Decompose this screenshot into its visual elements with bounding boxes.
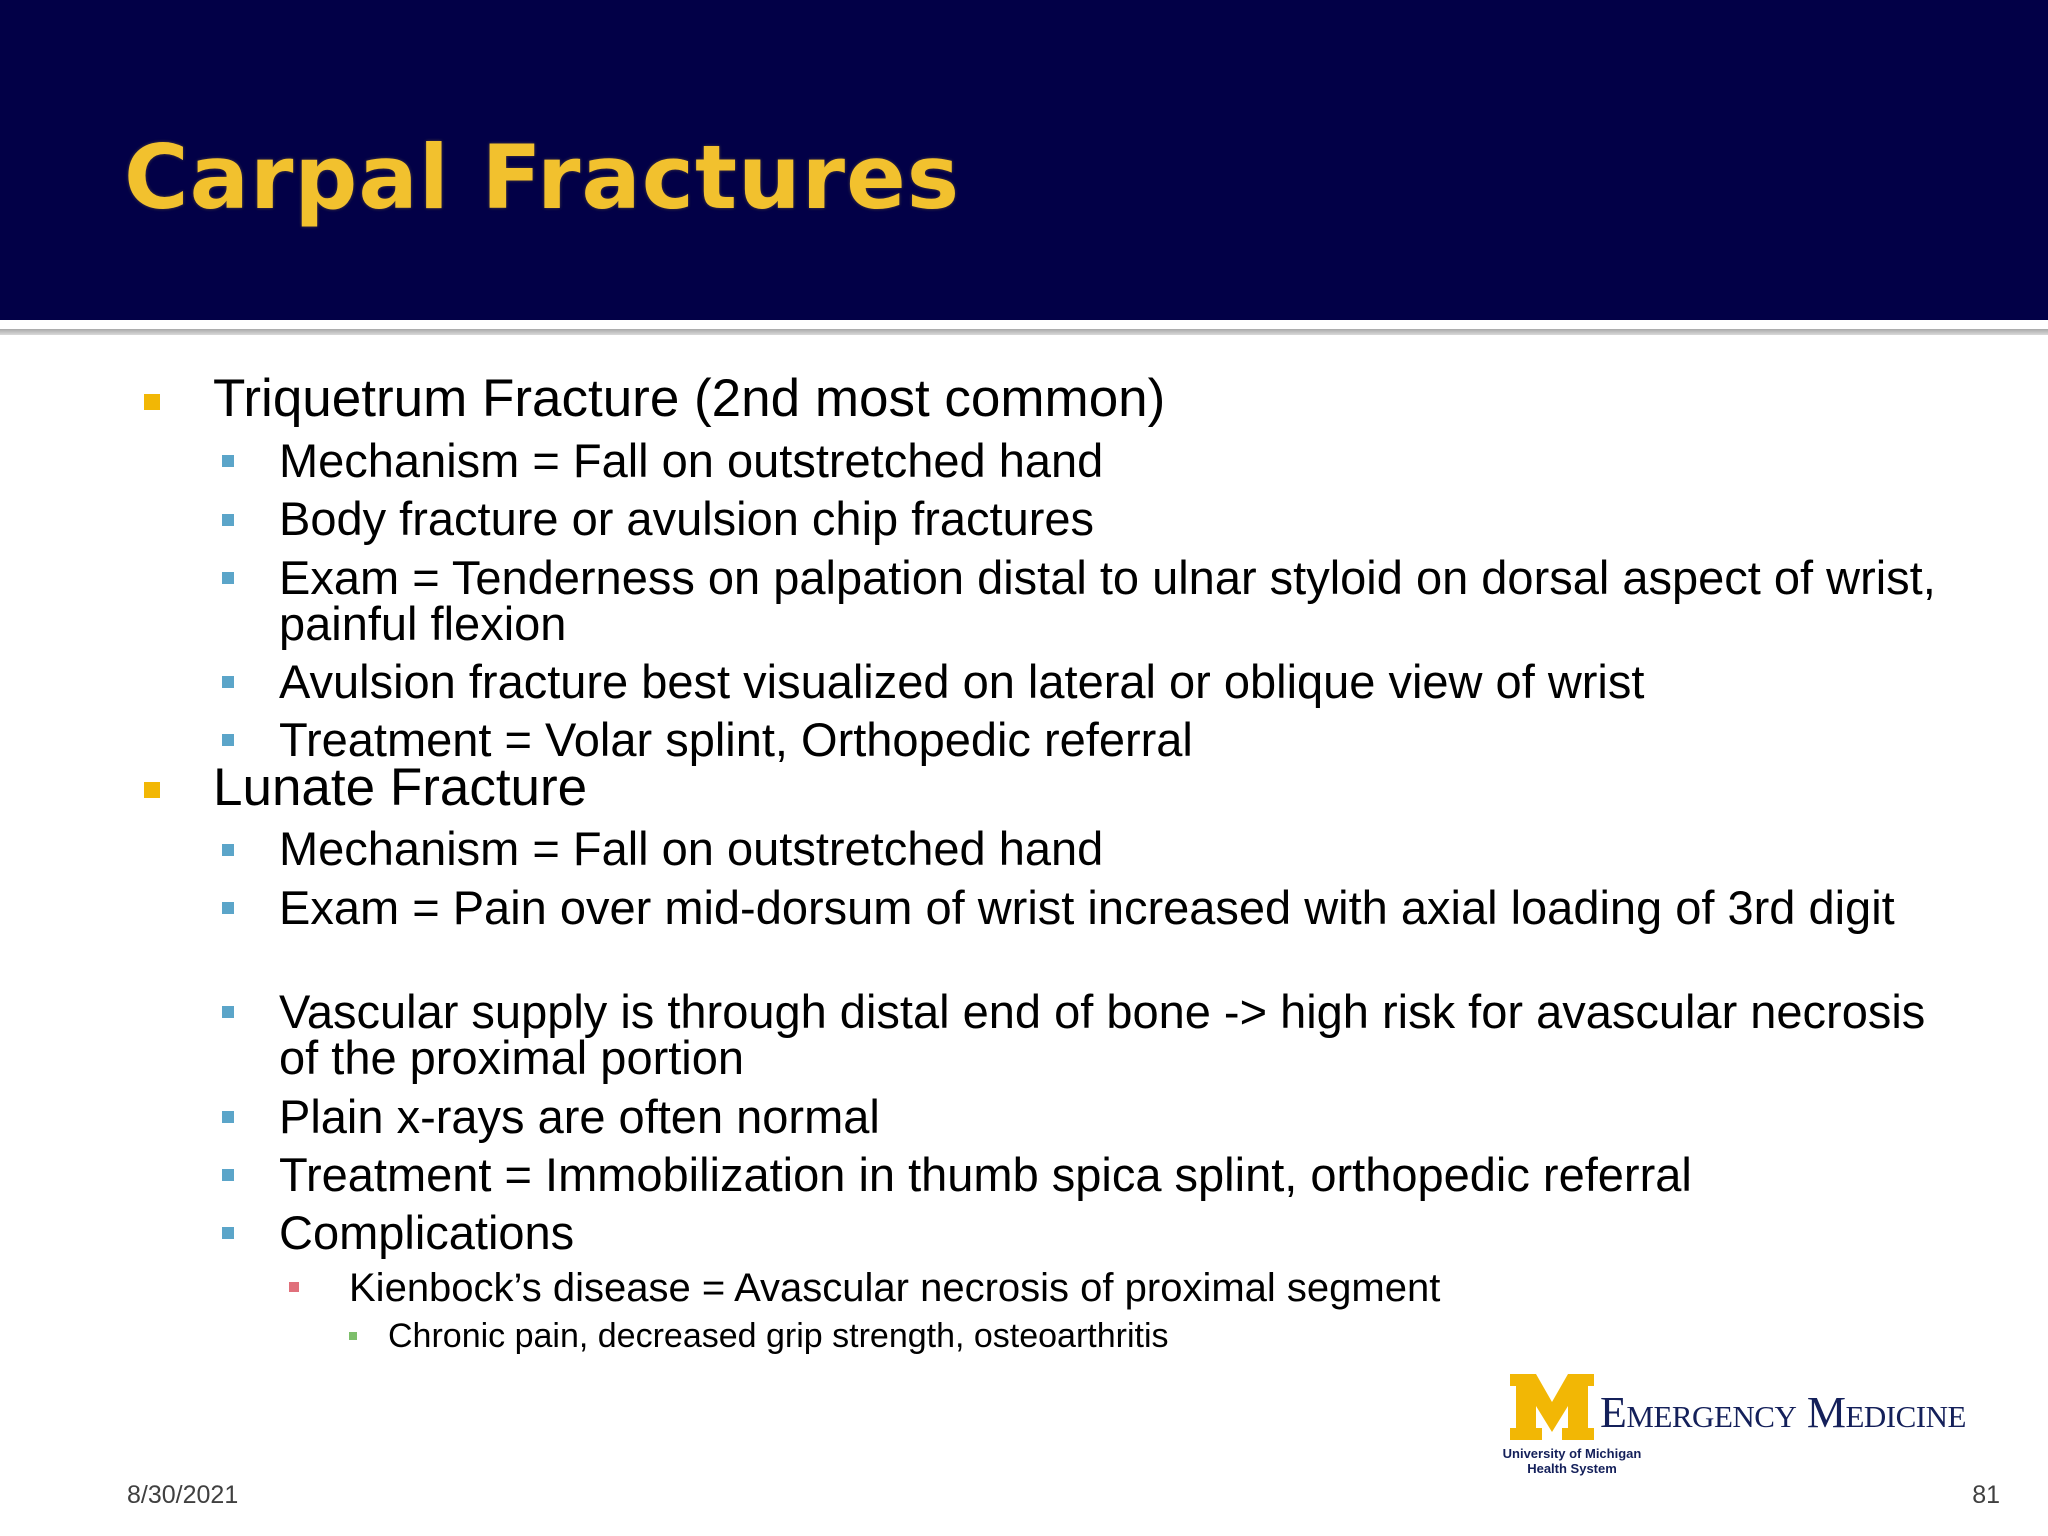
square-bullet-icon xyxy=(289,1282,299,1292)
sub-list-item: Kienbock’s disease = Avascular necrosis of proximal segment xyxy=(349,1266,1441,1310)
square-bullet-icon xyxy=(222,902,234,914)
list-item: Treatment = Volar splint, Orthopedic referral xyxy=(279,713,1193,766)
list-item: Plain x-rays are often normal xyxy=(279,1090,880,1143)
emergency-medicine-logo xyxy=(1492,1370,2012,1482)
square-bullet-icon xyxy=(349,1332,357,1340)
square-bullet-icon xyxy=(222,1111,234,1123)
slide-number: 81 xyxy=(1972,1481,2000,1509)
list-item: Avulsion fracture best visualized on lateral or oblique view of wrist xyxy=(279,655,1645,708)
square-bullet-icon xyxy=(144,782,160,798)
slide-title: Carpal Fractures xyxy=(124,126,961,229)
square-bullet-icon xyxy=(222,844,234,856)
logo-subtitle xyxy=(1492,1446,1652,1476)
list-item: Treatment = Immobilization in thumb spica splint, orthopedic referral xyxy=(279,1148,1692,1201)
sub-sub-list-item: Chronic pain, decreased grip strength, osteoarthritis xyxy=(388,1317,1169,1355)
square-bullet-icon xyxy=(222,1227,234,1239)
block-m-icon xyxy=(1492,1370,1612,1444)
square-bullet-icon xyxy=(222,1169,234,1181)
list-item: Mechanism = Fall on outstretched hand xyxy=(279,822,1104,875)
list-item: Mechanism = Fall on outstretched hand xyxy=(279,434,1104,487)
list-item: Complications xyxy=(279,1206,575,1259)
list-item: Exam = Pain over mid-dorsum of wrist increased with axial loading of 3rd digit xyxy=(279,881,1895,934)
square-bullet-icon xyxy=(222,734,234,746)
square-bullet-icon xyxy=(222,572,234,584)
list-item: Exam = Tenderness on palpation distal to ulnar styloid on dorsal aspect of wrist, painful flexion xyxy=(279,551,1936,650)
square-bullet-icon xyxy=(144,394,160,410)
square-bullet-icon xyxy=(222,676,234,688)
section-heading-triquetrum: Triquetrum Fracture (2nd most common) xyxy=(213,369,1166,428)
square-bullet-icon xyxy=(222,514,234,526)
section-heading-lunate: Lunate Fracture xyxy=(213,758,588,817)
list-item: Body fracture or avulsion chip fractures xyxy=(279,492,1095,545)
list-item: Vascular supply is through distal end of bone -> high risk for avascular necrosis of the proximal portion xyxy=(279,985,1926,1084)
logo-subtitle-line1: University of Michigan xyxy=(1502,1446,1642,1461)
square-bullet-icon xyxy=(222,1006,234,1018)
slide-date: 8/30/2021 xyxy=(127,1481,239,1509)
logo-wordmark: Emergency Medicine xyxy=(1600,1388,1966,1437)
square-bullet-icon xyxy=(222,455,234,467)
logo-subtitle-line2: Health System xyxy=(1527,1461,1617,1476)
